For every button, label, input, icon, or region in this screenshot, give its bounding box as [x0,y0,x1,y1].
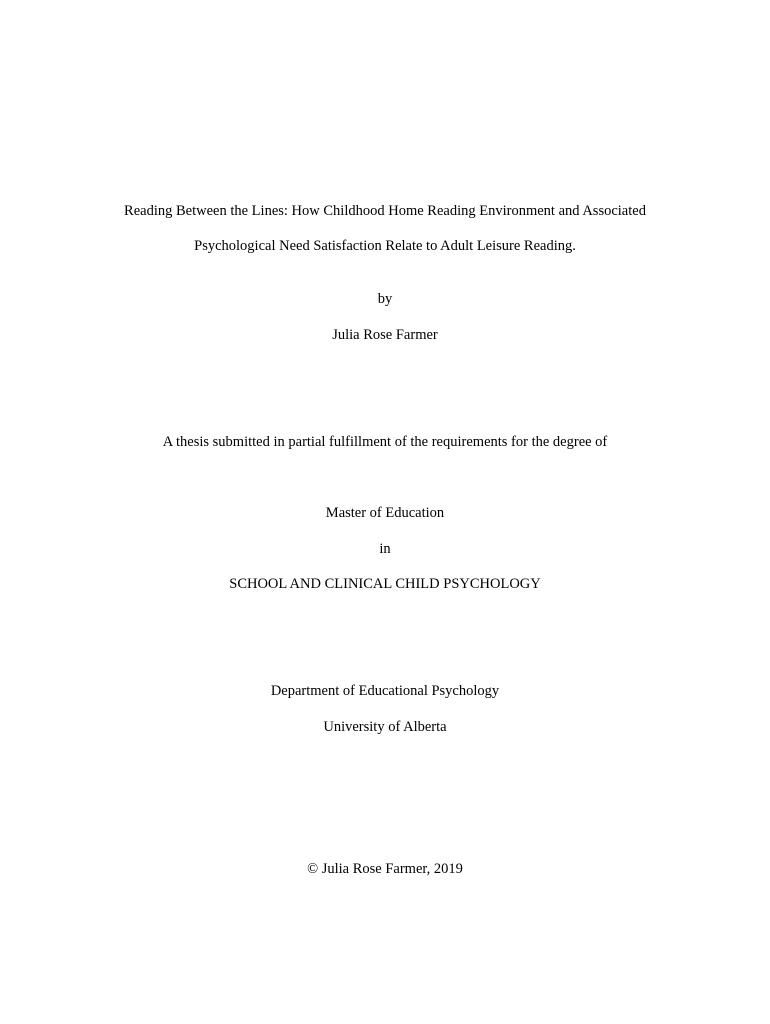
copyright-notice: © Julia Rose Farmer, 2019 [307,861,463,877]
author-name: Julia Rose Farmer [332,327,438,343]
by-label: by [377,291,393,307]
degree-name: Master of Education [325,505,445,521]
thesis-statement: A thesis submitted in partial fulfillment of the requirements for the degree of [162,434,608,450]
program-name: SCHOOL AND CLINICAL CHILD PSYCHOLOGY [229,576,541,592]
department-name: Department of Educational Psychology [270,683,500,699]
university-name: University of Alberta [323,719,447,735]
in-label: in [379,541,391,557]
thesis-title-line-1: Reading Between the Lines: How Childhood Home Reading Environment and Associated [124,203,646,219]
thesis-title-line-2: Psychological Need Satisfaction Relate to Adult Leisure Reading. [194,238,576,254]
